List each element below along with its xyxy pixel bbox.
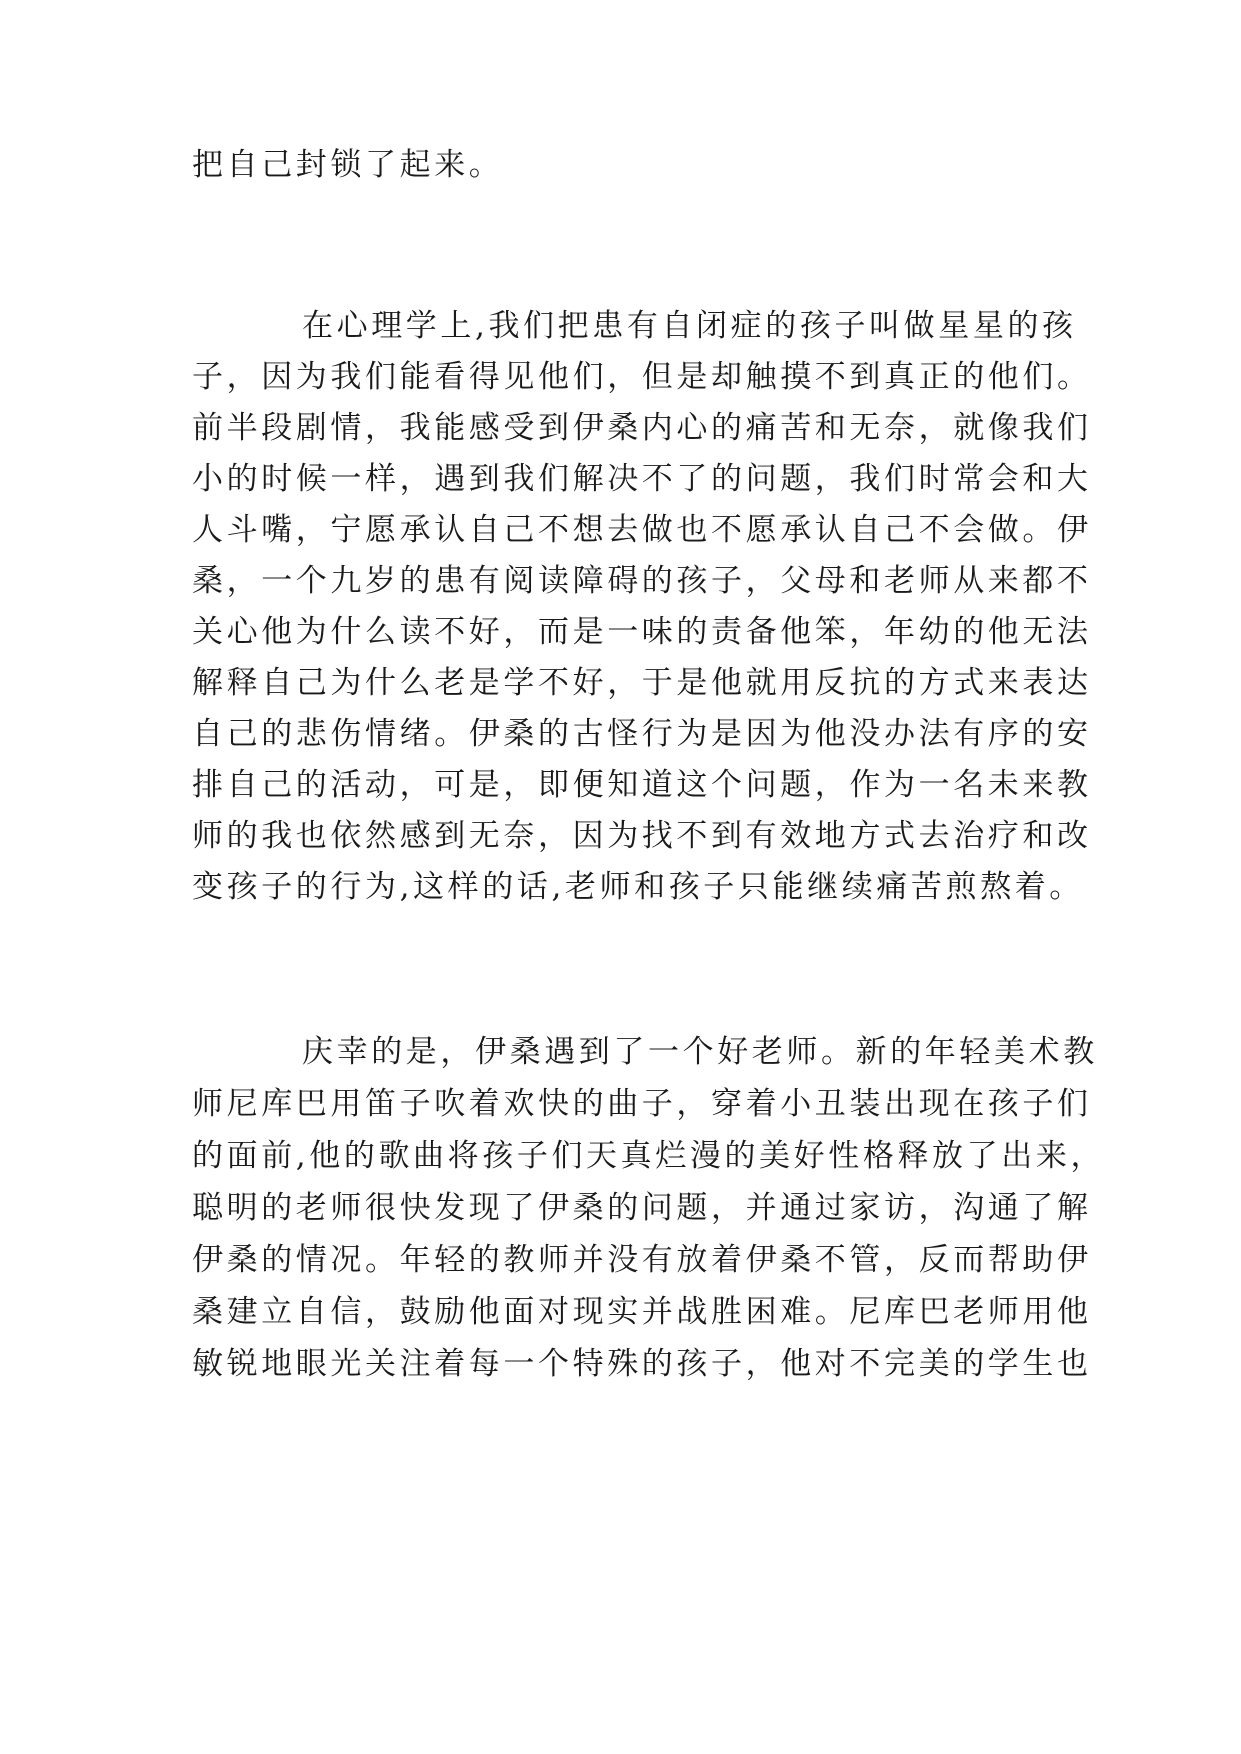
paragraph-line: 小的时候一样，遇到我们解决不了的问题，我们时常会和大 [192, 461, 1092, 497]
paragraph-line: 在心理学上,我们把患有自闭症的孩子叫做星星的孩 [302, 308, 1077, 344]
paragraph-line: 师尼库巴用笛子吹着欢快的曲子，穿着小丑装出现在孩子们 [192, 1086, 1092, 1122]
paragraph-line: 聪明的老师很快发现了伊桑的问题，并通过家访，沟通了解 [192, 1190, 1092, 1226]
paragraph-line: 前半段剧情，我能感受到伊桑内心的痛苦和无奈，就像我们 [192, 410, 1092, 446]
paragraph-line: 的面前,他的歌曲将孩子们天真烂漫的美好性格释放了出来， [192, 1138, 1106, 1174]
paragraph-line: 把自己封锁了起来。 [192, 147, 504, 183]
paragraph-line: 庆幸的是，伊桑遇到了一个好老师。新的年轻美术教 [302, 1034, 1098, 1070]
paragraph-line: 自己的悲伤情绪。伊桑的古怪行为是因为他没办法有序的安 [192, 716, 1092, 752]
paragraph-line: 师的我也依然感到无奈，因为找不到有效地方式去治疗和改 [192, 818, 1092, 854]
paragraph-line: 伊桑的情况。年轻的教师并没有放着伊桑不管，反而帮助伊 [192, 1242, 1092, 1278]
paragraph-line: 子，因为我们能看得见他们，但是却触摸不到真正的他们。 [192, 359, 1092, 395]
paragraph-line: 人斗嘴，宁愿承认自己不想去做也不愿承认自己不会做。伊 [192, 512, 1092, 548]
paragraph-line: 解释自己为什么老是学不好，于是他就用反抗的方式来表达 [192, 665, 1092, 701]
paragraph-line: 桑建立自信，鼓励他面对现实并战胜困难。尼库巴老师用他 [192, 1294, 1092, 1330]
paragraph-line: 变孩子的行为,这样的话,老师和孩子只能继续痛苦煎熬着。 [192, 869, 1084, 905]
paragraph-line: 排自己的活动，可是，即便知道这个问题，作为一名未来教 [192, 767, 1092, 803]
paragraph-line: 敏锐地眼光关注着每一个特殊的孩子，他对不完美的学生也 [192, 1346, 1092, 1382]
paragraph-line: 桑，一个九岁的患有阅读障碍的孩子，父母和老师从来都不 [192, 563, 1092, 599]
paragraph-line: 关心他为什么读不好，而是一味的责备他笨，年幼的他无法 [192, 614, 1092, 650]
